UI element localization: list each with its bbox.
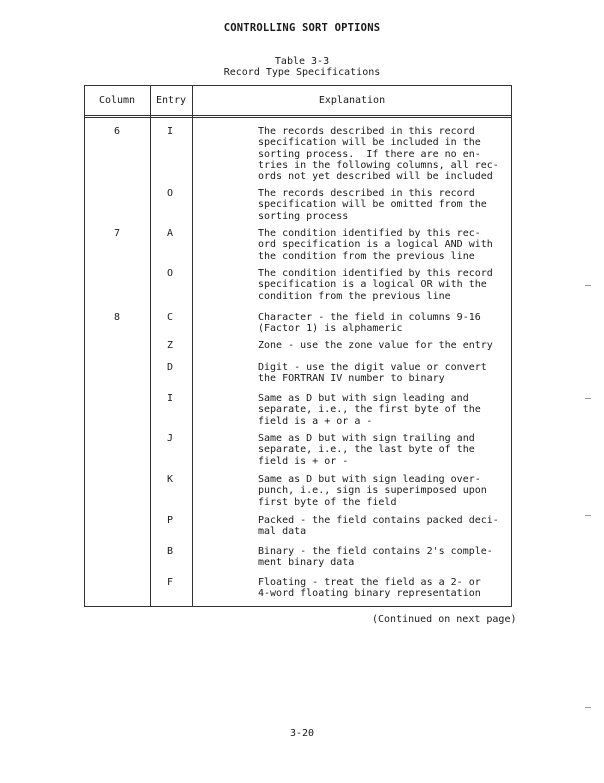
table-cell-entry: A <box>166 228 174 239</box>
table-cell-entry: K <box>166 474 174 485</box>
table-cell-explanation: The records described in this record specification will be included in the sorting process. If there are no en- tries in the following columns, all rec- ords not yet described will be included <box>258 126 499 183</box>
column-header-column: Column <box>98 95 136 106</box>
table-cell-column: 6 <box>113 126 121 137</box>
table-cell-entry: C <box>166 312 174 323</box>
column-header-entry: Entry <box>155 95 187 106</box>
table-cell-entry: F <box>166 577 174 588</box>
table-cell-entry: J <box>166 433 174 444</box>
page-heading: CONTROLLING SORT OPTIONS <box>223 22 381 34</box>
table-cell-explanation: The condition identified by this record specification is a logical OR with the condition from the previous line <box>258 268 493 302</box>
table-cell-explanation: Same as D but with sign leading and separate, i.e., the first byte of the field is a + or a - <box>258 393 481 427</box>
column-header-explanation: Explanation <box>318 95 386 106</box>
table-cell-explanation: Same as D but with sign trailing and separate, i.e., the last byte of the field is + or - <box>258 433 475 467</box>
table-cell-column: 7 <box>113 228 121 239</box>
margin-mark <box>585 707 591 708</box>
table-cell-entry: D <box>166 362 174 373</box>
margin-mark <box>585 285 591 286</box>
table-cell-explanation: Character - the field in columns 9-16 (Factor 1) is alphameric <box>258 312 481 335</box>
table-cell-entry: O <box>166 268 174 279</box>
table-number: Table 3-3 <box>274 56 330 67</box>
table-cell-explanation: Floating - treat the field as a 2- or 4-word floating binary representation <box>258 577 481 600</box>
page-number: 3-20 <box>289 728 315 739</box>
table-divider-2 <box>192 85 193 607</box>
table-cell-explanation: Packed - the field contains packed deci- mal data <box>258 515 499 538</box>
table-cell-entry: I <box>166 393 174 404</box>
margin-mark <box>585 515 591 516</box>
table-cell-explanation: The records described in this record specification will be omitted from the sorting process <box>258 188 487 222</box>
table-cell-entry: O <box>166 188 174 199</box>
table-cell-explanation: Zone - use the zone value for the entry <box>258 340 493 351</box>
table-cell-explanation: Binary - the field contains 2's comple- ment binary data <box>258 546 493 569</box>
margin-mark <box>585 398 591 399</box>
table-cell-entry: I <box>166 126 174 137</box>
table-cell-explanation: Digit - use the digit value or convert the FORTRAN IV number to binary <box>258 362 487 385</box>
table-cell-entry: B <box>166 546 174 557</box>
table-cell-column: 8 <box>113 312 121 323</box>
table-cell-explanation: Same as D but with sign leading over- punch, i.e., sign is superimposed upon first byte of the field <box>258 474 487 508</box>
continued-note: (Continued on next page) <box>372 614 517 625</box>
header-rule <box>84 115 512 116</box>
table-cell-entry: Z <box>166 340 174 351</box>
header-rule-double <box>84 117 512 118</box>
table-cell-entry: P <box>166 515 174 526</box>
table-title: Record Type Specifications <box>223 67 381 78</box>
table-cell-explanation: The condition identified by this rec- ord specification is a logical AND with the condition from the previous line <box>258 228 493 262</box>
